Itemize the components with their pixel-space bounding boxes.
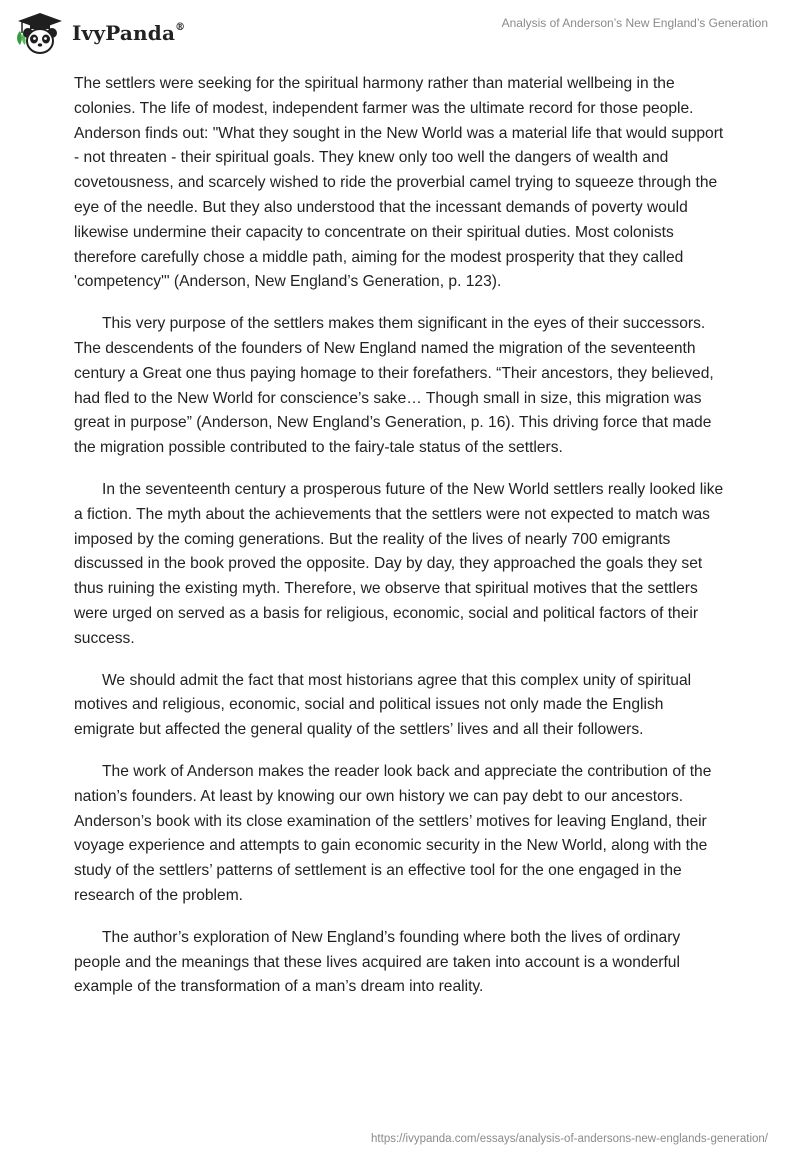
ivypanda-logo[interactable] [14, 8, 185, 58]
panda-graduate-icon [14, 9, 66, 57]
paragraph: The settlers were seeking for the spiritual harmony rather than material wellbeing in the colonies. The life of modest, independent farmer was the ultimate record for those people. Anderson finds out: "What they sought in the New World was a material life that would support - not threaten - their spiritual goals. They knew only too well the dangers of wealth and covetousness, and scarcely wished to ride the proverbial camel trying to squeeze through the eye of the needle. But they also understood that the incessant demands of poverty would likewise undermine their capacity to concentrate on their spiritual duties. Most colonists therefore carefully chose a middle path, aiming for the modest prosperity that they called 'competency'" (Anderson, New England’s Generation, p. 123). [74, 75, 724, 291]
paragraph: The work of Anderson makes the reader look back and appreciate the contribution of the nation’s founders. At least by knowing our own history we can pay debt to our ancestors. Anderson’s book with its close examination of the settlers’ motives for leaving England, their voyage experience and attempts to gain economic security in the New World, along with the study of the settlers’ patterns of settlement is an effective tool for the one engaged in the research of the problem. [74, 762, 712, 904]
document-title: Analysis of Anderson’s New England’s Generation [501, 16, 768, 30]
paragraph: This very purpose of the settlers makes them significant in the eyes of their successors. The descendents of the founders of New England named the migration of the seventeenth century a Great one thus paying homage to their forefathers. “Their ancestors, they believed, had fled to the New World for conscience’s sake… Though small in size, this migration was great in purpose” (Anderson, New England’s Generation, p. 16). This driving force that made the migration possible contributed to the fairy-tale status of the settlers. [74, 315, 714, 457]
essay-body [74, 72, 726, 1017]
page-header [0, 0, 800, 70]
source-url-link[interactable]: https://ivypanda.com/essays/analysis-of-andersons-new-englands-generation/ [371, 1133, 768, 1145]
paragraph: We should admit the fact that most historians agree that this complex unity of spiritual motives and religious, economic, social and political issues not only made the English emigrate but affected the general quality of the settlers’ lives and all their followers. [74, 671, 692, 739]
paragraph: In the seventeenth century a prosperous future of the New World settlers really looked like a fiction. The myth about the achievements that the settlers were not expected to match was imposed by the coming generations. But the reality of the lives of nearly 700 emigrants discussed in the book proved the opposite. Day by day, they approached the goals they set thus ruining the existing myth. Therefore, we observe that spiritual motives that the settlers were urged on served as a basis for religious, economic, social and political factors of their success. [74, 480, 724, 647]
brand-name: IvyPanda® [72, 21, 186, 45]
paragraph: The author’s exploration of New England’s founding where both the lives of ordinary people and the meanings that these lives acquired are taken into account is a wonderful example of the transformation of a man’s dream into reality. [74, 928, 681, 996]
